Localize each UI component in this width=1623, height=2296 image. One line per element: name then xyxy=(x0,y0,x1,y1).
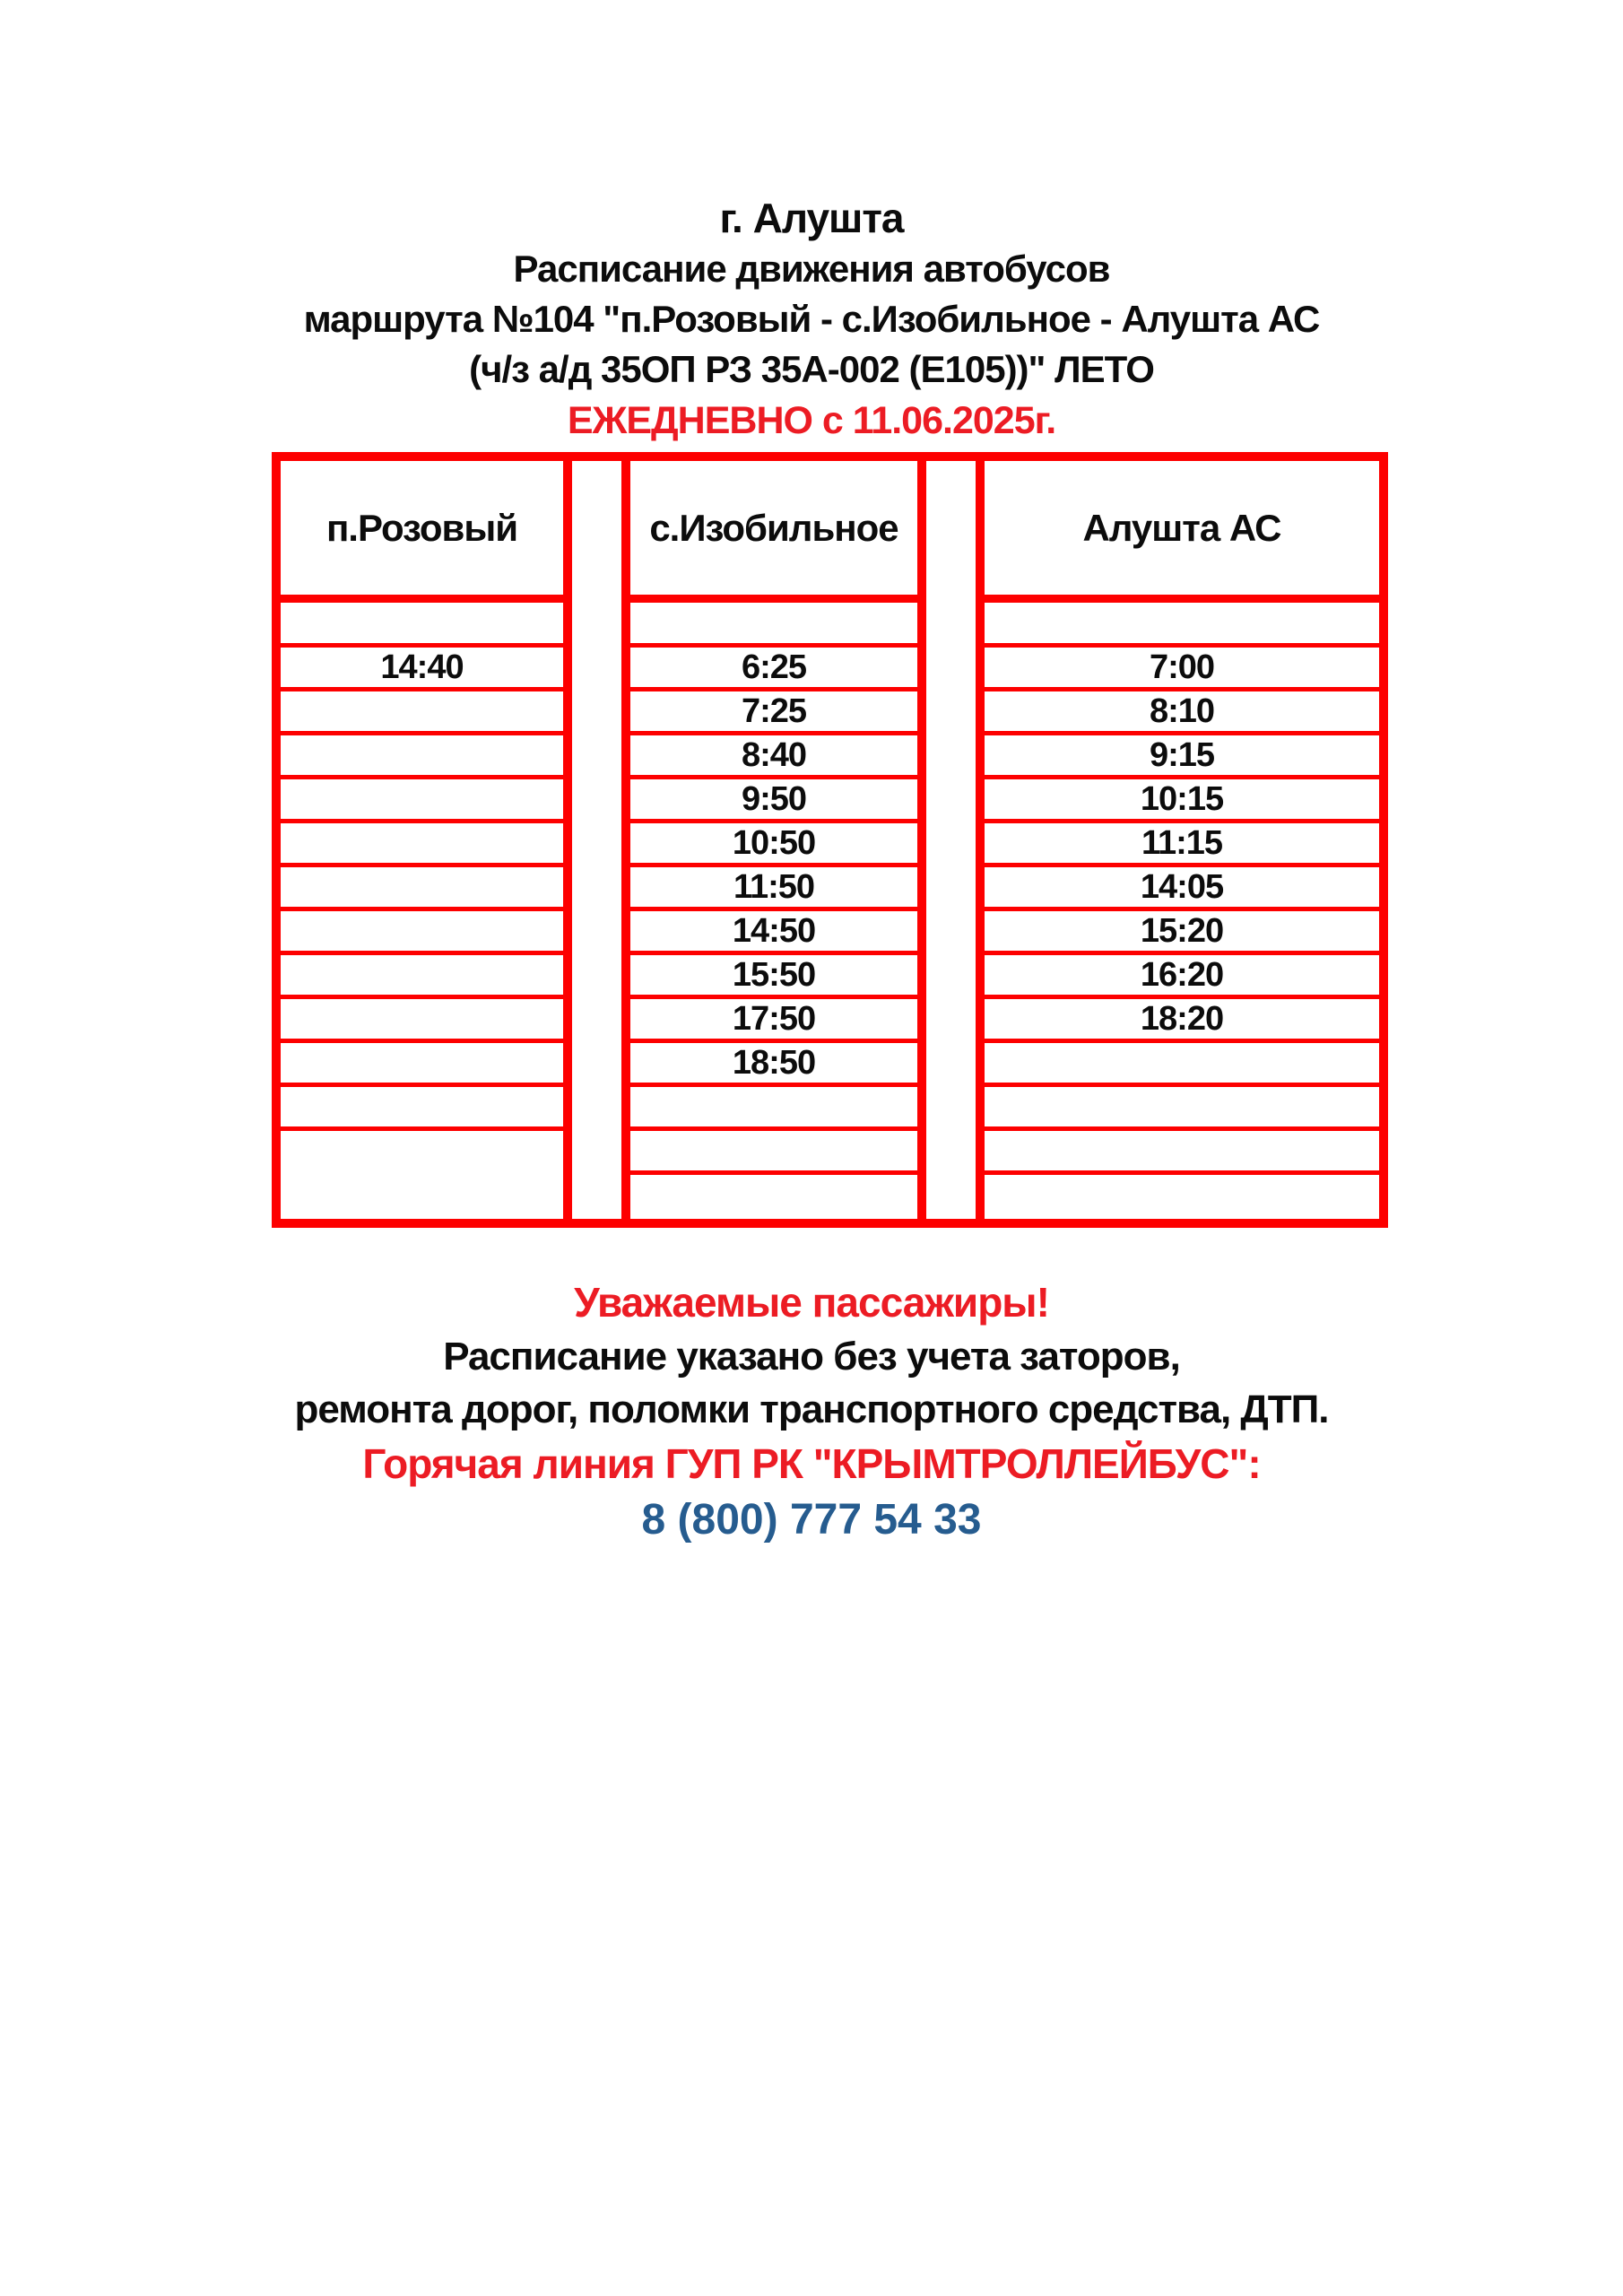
empty-cell xyxy=(985,603,1379,648)
time-cell: 15:50 xyxy=(630,955,917,999)
empty-cell xyxy=(281,1131,563,1219)
empty-cell xyxy=(985,1131,1379,1175)
empty-cell xyxy=(281,911,563,955)
hotline-label: Горячая линия ГУП РК "КРЫМТРОЛЛЕЙБУС": xyxy=(362,1440,1261,1487)
time-cell: 14:40 xyxy=(281,648,563,691)
empty-cell xyxy=(630,603,917,648)
empty-cell xyxy=(630,1087,917,1131)
empty-cell xyxy=(281,1087,563,1131)
city-title: г. Алушта xyxy=(719,195,904,241)
empty-cell xyxy=(985,1043,1379,1087)
empty-cell xyxy=(281,867,563,911)
time-cell: 6:25 xyxy=(630,648,917,691)
column-alushta-as xyxy=(976,461,1388,1219)
column-spacer xyxy=(572,461,621,1219)
schedule-table xyxy=(272,452,1388,1228)
footer-block xyxy=(0,1274,1623,1549)
empty-cell xyxy=(281,955,563,999)
time-cell: 16:20 xyxy=(985,955,1379,999)
time-cell: 8:40 xyxy=(630,735,917,779)
column-rozovyy xyxy=(272,461,572,1219)
time-cell: 15:20 xyxy=(985,911,1379,955)
empty-cell xyxy=(985,1087,1379,1131)
time-cell: 10:50 xyxy=(630,823,917,867)
empty-cell xyxy=(630,1175,917,1219)
time-cell: 8:10 xyxy=(985,691,1379,735)
empty-cell xyxy=(281,1043,563,1087)
empty-cell xyxy=(630,1131,917,1175)
empty-cell xyxy=(281,999,563,1043)
empty-cell xyxy=(281,823,563,867)
passengers-heading: Уважаемые пассажиры! xyxy=(574,1279,1049,1326)
column-header-izobilnoye: с.Изобильное xyxy=(630,461,917,603)
route-title-line-1: маршрута №104 "п.Розовый - с.Изобильное - Алушта АС xyxy=(303,298,1320,340)
empty-cell xyxy=(281,779,563,823)
time-cell: 11:15 xyxy=(985,823,1379,867)
empty-cell xyxy=(985,1175,1379,1219)
column-izobilnoye xyxy=(621,461,926,1219)
time-cell: 14:50 xyxy=(630,911,917,955)
time-cell: 17:50 xyxy=(630,999,917,1043)
time-cell: 18:50 xyxy=(630,1043,917,1087)
schedule-title: Расписание движения автобусов xyxy=(513,248,1110,290)
column-spacer xyxy=(926,461,976,1219)
hotline-phone: 8 (800) 777 54 33 xyxy=(641,1496,982,1544)
time-cell: 9:50 xyxy=(630,779,917,823)
column-header-rozovyy: п.Розовый xyxy=(281,461,563,603)
empty-cell xyxy=(281,603,563,648)
empty-cell xyxy=(281,691,563,735)
disclaimer-line-1: Расписание указано без учета заторов, xyxy=(443,1335,1180,1378)
empty-cell xyxy=(281,735,563,779)
time-cell: 11:50 xyxy=(630,867,917,911)
time-cell: 18:20 xyxy=(985,999,1379,1043)
time-cell: 7:00 xyxy=(985,648,1379,691)
time-cell: 14:05 xyxy=(985,867,1379,911)
disclaimer-line-2: ремонта дорог, поломки транспортного средства, ДТП. xyxy=(294,1387,1329,1431)
time-cell: 7:25 xyxy=(630,691,917,735)
time-cell: 9:15 xyxy=(985,735,1379,779)
title-block xyxy=(0,0,1623,447)
daily-validity-note: ЕЖЕДНЕВНО с 11.06.2025г. xyxy=(567,399,1056,442)
column-header-alushta-as: Алушта АС xyxy=(985,461,1379,603)
time-cell: 10:15 xyxy=(985,779,1379,823)
route-title-line-2: (ч/з а/д 35ОП РЗ 35А-002 (Е105))" ЛЕТО xyxy=(469,348,1154,390)
